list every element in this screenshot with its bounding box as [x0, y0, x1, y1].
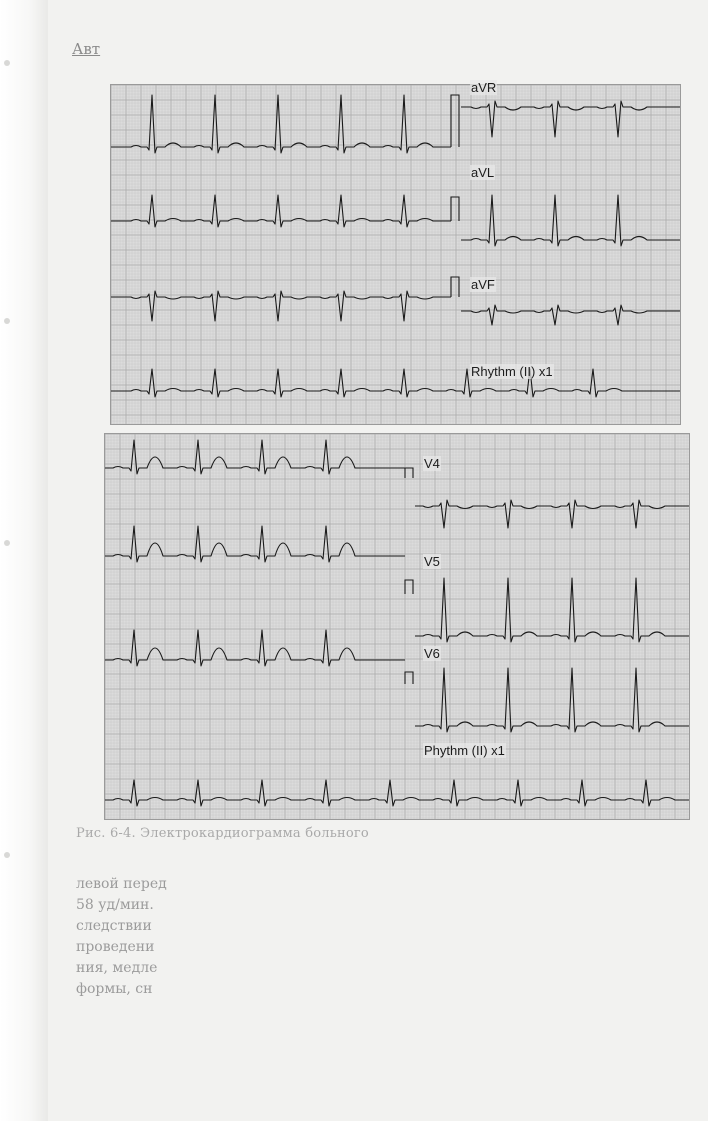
text-line: левой перед — [76, 876, 167, 892]
ecg-grid-bottom — [105, 434, 689, 819]
figure-caption: Рис. 6-4. Электрокардиограмма больного — [76, 826, 369, 841]
text-line: ния, медле — [76, 960, 158, 976]
lead-label-avf: aVF — [471, 277, 495, 292]
lead-label-v4: V4 — [424, 456, 440, 471]
page-spine-shadow — [0, 0, 48, 1121]
text-line: следствии — [76, 918, 152, 934]
page-header: Авт — [72, 40, 101, 58]
text-line: проведени — [76, 939, 155, 955]
binding-hole — [4, 60, 10, 66]
lead-label-avr: aVR — [471, 80, 497, 95]
ecg-grid-top — [111, 85, 680, 424]
lead-label-avl: aVL — [471, 165, 495, 180]
binding-hole — [4, 540, 10, 546]
ecg-panel-limb-leads — [110, 80, 681, 425]
ecg-panel-chest-leads — [104, 433, 690, 820]
binding-hole — [4, 318, 10, 324]
lead-label-v6: V6 — [424, 646, 440, 661]
lead-label-v5: V5 — [424, 554, 440, 569]
body-text-fragment — [76, 874, 186, 1000]
ecg-grid-background — [105, 434, 689, 819]
binding-hole — [4, 852, 10, 858]
text-line: 58 уд/мин. — [76, 897, 154, 913]
lead-label-rhythm-top: Rhythm (II) x1 — [471, 364, 553, 379]
lead-label-rhythm-bottom: Phythm (II) x1 — [424, 743, 505, 758]
text-line: формы, сн — [76, 981, 153, 997]
